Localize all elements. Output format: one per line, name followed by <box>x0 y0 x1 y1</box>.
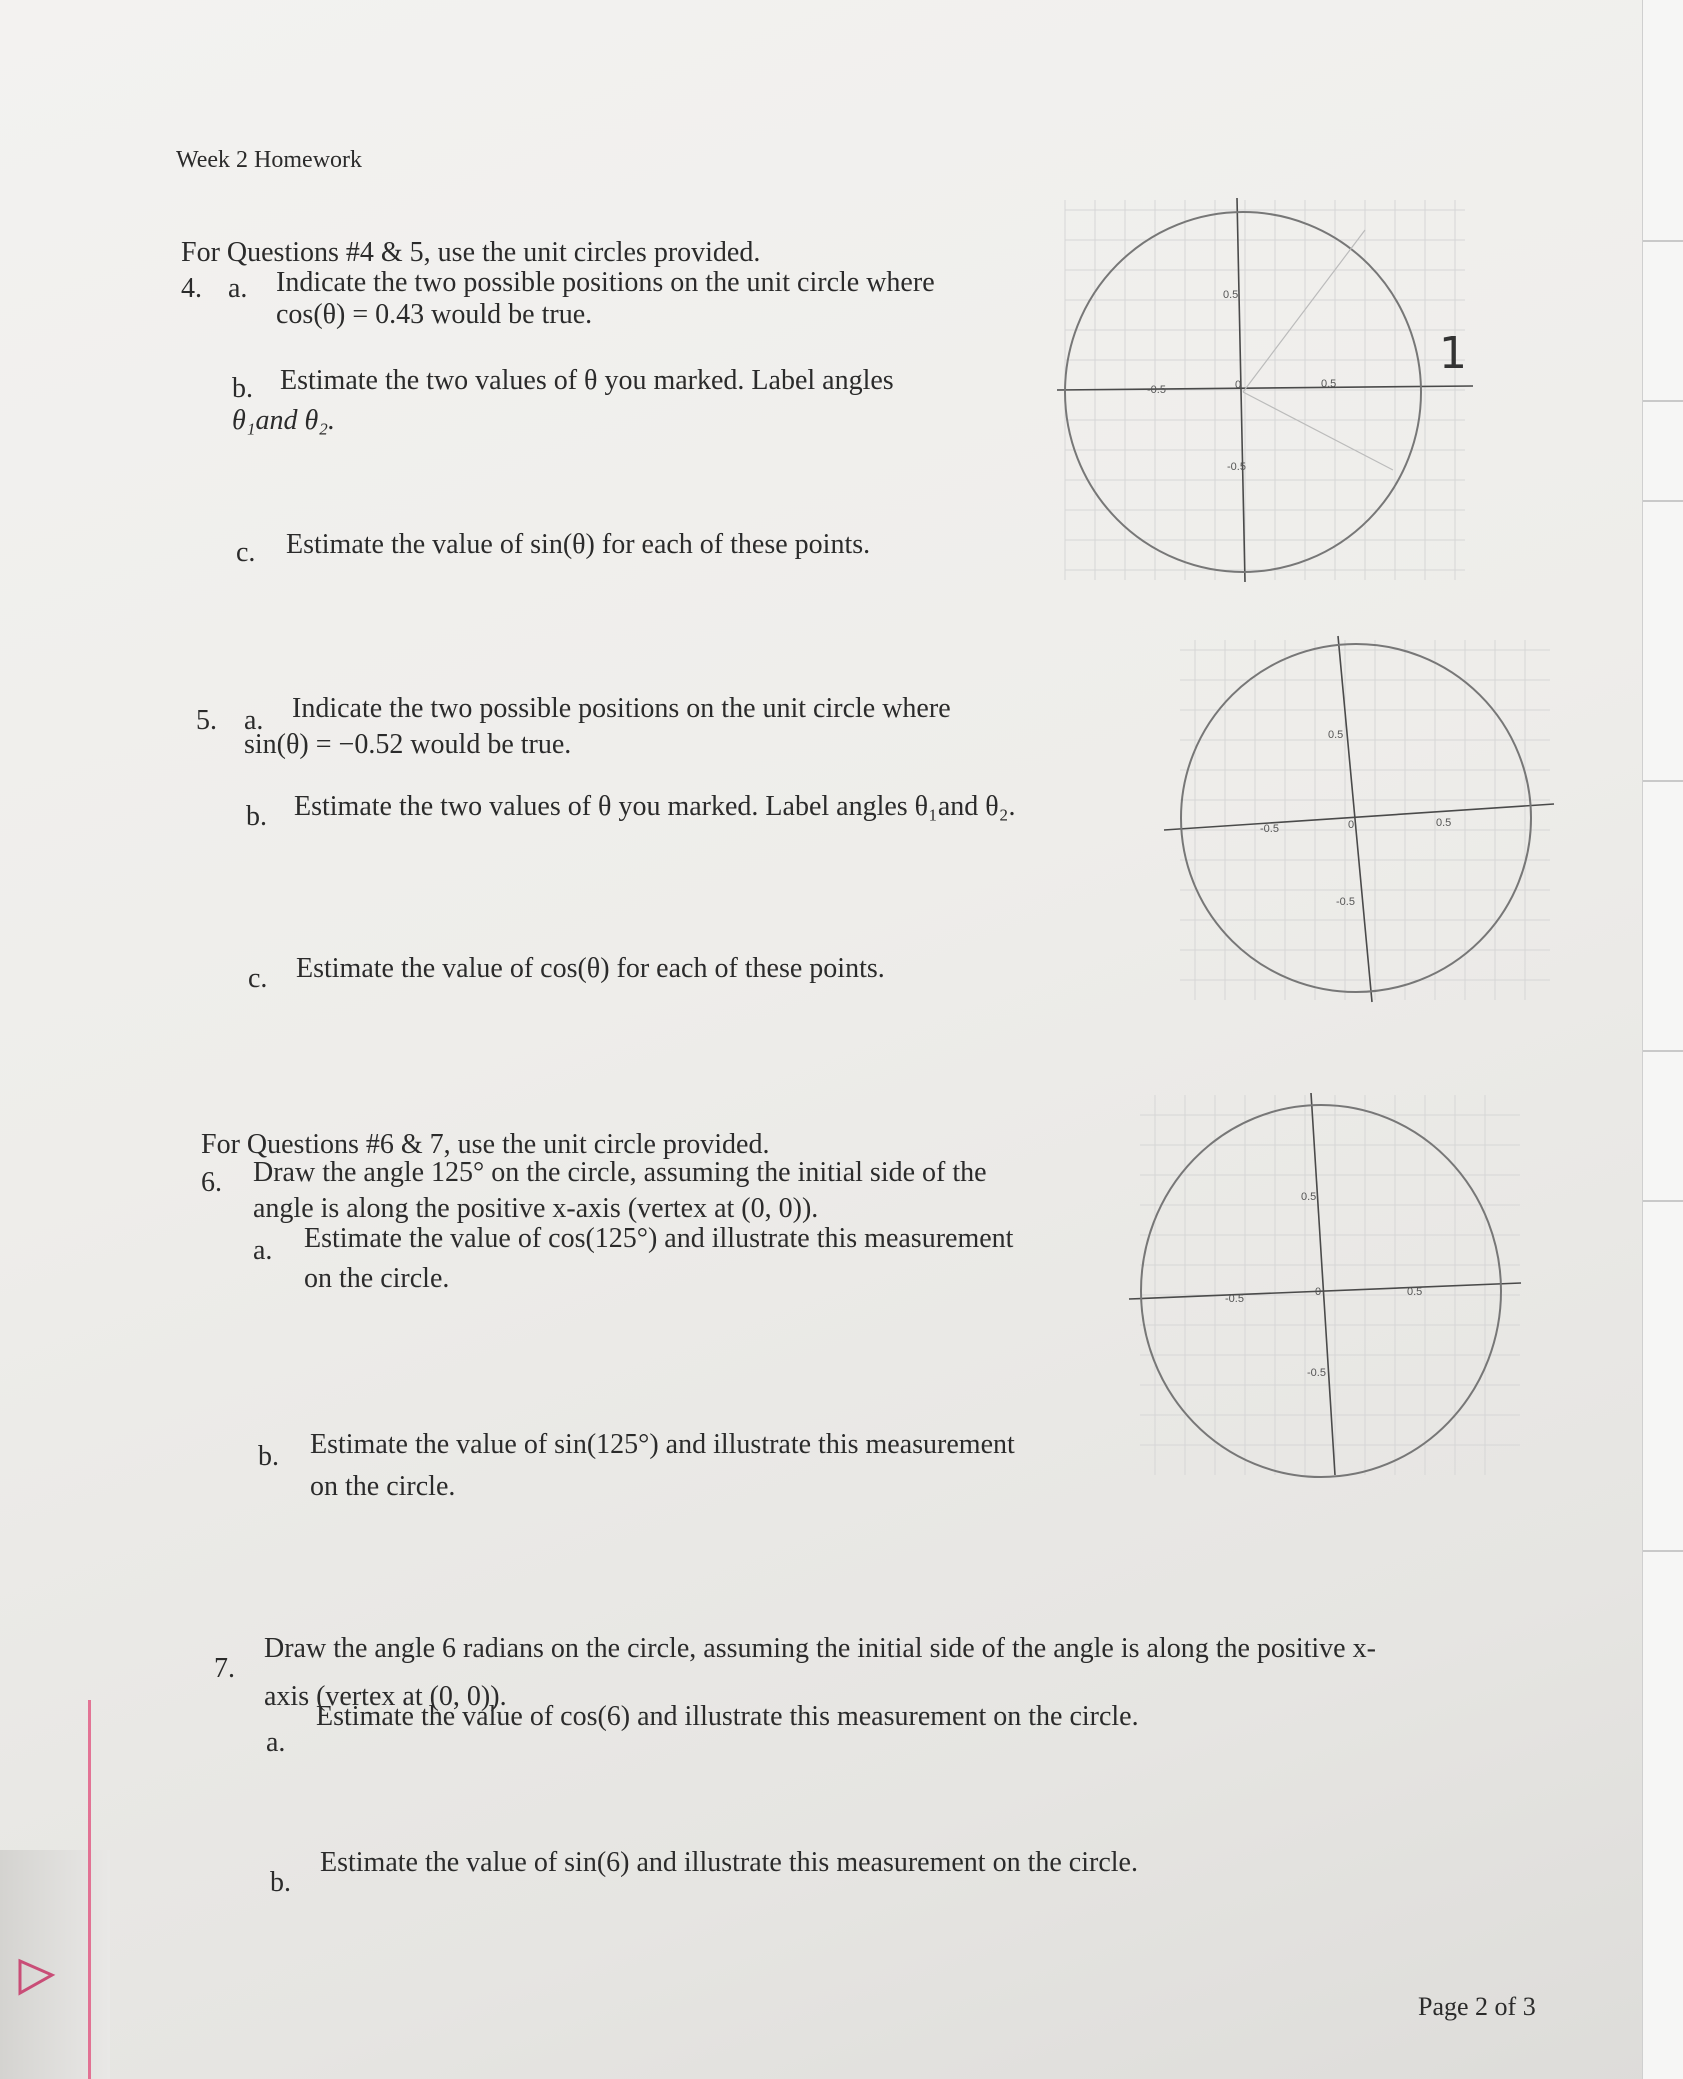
q4c-text: Estimate the value of sin(θ) for each of these points. <box>286 529 871 560</box>
q4a-text: Indicate the two possible positions on the unit circle where <box>276 267 935 298</box>
q6a-text-cont: on the circle. <box>304 1263 450 1294</box>
q4a-equation: cos(θ) = 0.43 would be true. <box>276 299 593 330</box>
instructions-4-5: For Questions #4 & 5, use the unit circles provided. <box>181 237 761 268</box>
q6b-text-cont: on the circle. <box>310 1471 456 1502</box>
tick-pos-half-x-2: 0.5 <box>1436 817 1452 829</box>
q6-number: 6. <box>201 1167 222 1198</box>
unit-circle-q6-q7 <box>1125 1085 1525 1485</box>
tick-pos-half-y: 0.5 <box>1223 289 1239 301</box>
page-edge-binding <box>1642 0 1683 2079</box>
q6a-text: Estimate the value of cos(125°) and illustrate this measurement <box>304 1223 1014 1254</box>
q6b-label: b. <box>258 1441 279 1472</box>
q5c-label: c. <box>248 963 268 994</box>
q7a-text: Estimate the value of cos(6) and illustrate this measurement on the circle. <box>316 1701 1139 1732</box>
tick-neg-half-x-3: -0.5 <box>1225 1293 1244 1305</box>
q4b-angle-labels: θ₁and θ₂. <box>232 405 335 436</box>
tick-pos-half-y-2: 0.5 <box>1328 729 1344 741</box>
handwritten-one: 1 <box>1439 328 1467 379</box>
unit-circle-q4 <box>1055 190 1475 590</box>
tick-origin-2: 0 <box>1348 819 1355 831</box>
tick-pos-half-y-3: 0.5 <box>1301 1191 1317 1203</box>
tick-neg-half-x-2: -0.5 <box>1260 823 1279 835</box>
tick-neg-half-x: -0.5 <box>1147 384 1166 396</box>
page-number: Page 2 of 3 <box>1418 1992 1536 2021</box>
q5a-text: Indicate the two possible positions on the unit circle where <box>292 693 951 724</box>
q5b-text: Estimate the two values of θ you marked. Label angles θ₁and θ₂. <box>294 791 1016 822</box>
tick-neg-half-y-3: -0.5 <box>1307 1367 1326 1379</box>
tick-pos-half-x-3: 0.5 <box>1407 1286 1423 1298</box>
tick-origin-3: 0 <box>1315 1286 1322 1298</box>
q6b-text: Estimate the value of sin(125°) and illustrate this measurement <box>310 1429 1015 1460</box>
q7-number: 7. <box>214 1653 235 1684</box>
q7-text-cont: axis (vertex at (0, 0)). <box>264 1681 507 1712</box>
q5a-label: a. <box>244 705 264 736</box>
q5b-label: b. <box>246 801 267 832</box>
notebook-margin-line <box>88 1700 91 2079</box>
q7b-label: b. <box>270 1867 291 1898</box>
q4b-text: Estimate the two values of θ you marked. Label angles <box>280 365 894 396</box>
q6-text: Draw the angle 125° on the circle, assuming the initial side of the <box>253 1157 987 1188</box>
tick-pos-half-x: 0.5 <box>1321 378 1337 390</box>
page-header: Week 2 Homework <box>176 147 363 173</box>
q5-number: 5. <box>196 705 217 736</box>
tick-neg-half-y: -0.5 <box>1227 461 1246 473</box>
q4-number: 4. <box>181 273 202 304</box>
q5c-text: Estimate the value of cos(θ) for each of these points. <box>296 953 885 984</box>
triangle-doodle-icon <box>14 1955 58 1999</box>
q5a-equation: sin(θ) = −0.52 would be true. <box>244 729 572 760</box>
q4b-label: b. <box>232 373 253 404</box>
q7a-label: a. <box>266 1727 286 1758</box>
q6-text-cont: angle is along the positive x-axis (vertex at (0, 0)). <box>253 1193 819 1224</box>
q7b-text: Estimate the value of sin(6) and illustrate this measurement on the circle. <box>320 1847 1138 1878</box>
instructions-6-7: For Questions #6 & 7, use the unit circle provided. <box>201 1129 770 1160</box>
unit-circle-q5 <box>1160 630 1560 1010</box>
q4a-label: a. <box>228 273 248 304</box>
q7-text: Draw the angle 6 radians on the circle, assuming the initial side of the angle is along the positive x- <box>264 1633 1376 1664</box>
q4c-label: c. <box>236 537 256 568</box>
tick-origin: 0 <box>1235 379 1242 391</box>
tick-neg-half-y-2: -0.5 <box>1336 896 1355 908</box>
q6a-label: a. <box>253 1235 273 1266</box>
